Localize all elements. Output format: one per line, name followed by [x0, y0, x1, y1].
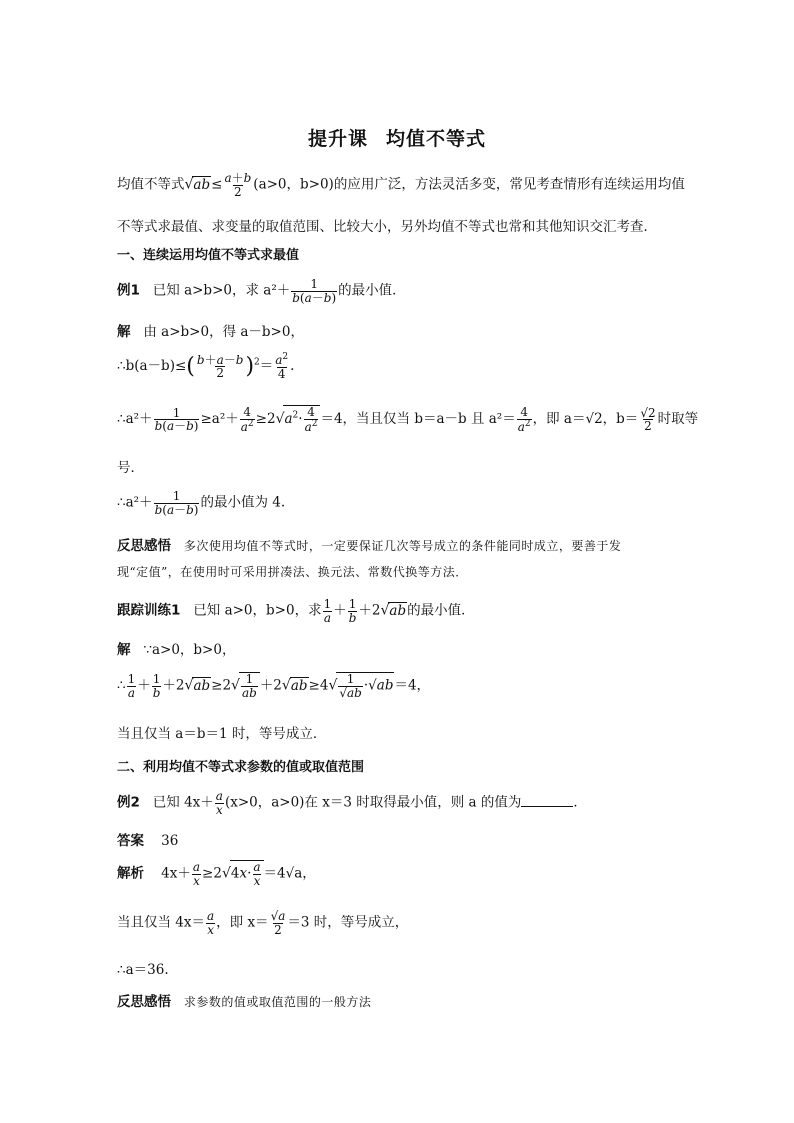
solution-1-step-3: ∴a²＋ $\frac{1}{b(a-b)}$ 的最小值为 4. — [117, 489, 286, 517]
training-1: 跟踪训练1 已知 a>0，b>0，求 $\frac{1}{a}$ ＋ $\frac{1}{b}$ ＋2√ab的最小值． — [117, 597, 475, 625]
answer-blank — [521, 794, 573, 807]
analysis-step-3: ∴a＝36. — [117, 962, 169, 978]
solution-1-step-2-cont: 号． — [117, 460, 144, 476]
section-heading-1: 一、连续运用均值不等式求最值 — [117, 248, 300, 263]
reflection-1-cont: 现“定值”，在使用时可采用拼凑法、换元法、常数代换等方法． — [117, 565, 468, 579]
analysis-step-2: 当且仅当 4x＝ $\frac{a}{x}$ ，即 x＝ $\frac{√a}{2}$ ＝3 时，等号成立， — [117, 909, 409, 937]
reflection-1: 反思感悟 多次使用均值不等式时，一定要保证几次等号成立的条件能同时成立，要善于发 — [117, 538, 622, 554]
solution-1-step-2: ∴a²＋ $\frac{1}{b(a-b)}$ ≥a²＋ $\frac{4}{a^2}$ $\ge 2√a^2\cdot$ $\frac{4}{a^2}$ ＝4，当且仅当 b＝a－b 且 a²＝ $\frac{4}{a^2}$ ，即 a＝√2，b＝ $\frac{√2}{2}$ 时取等 — [117, 405, 699, 434]
reflection-2: 反思感悟 求参数的值或取值范围的一般方法 — [117, 994, 372, 1010]
solution-2-step-2: 当且仅当 a＝b＝1 时，等号成立． — [117, 726, 327, 742]
intro-line-1: 均值不等式√ab≤ $\frac{a+b}{2}$ (a>0，b>0)的应用广泛，方法灵活多变，常见考查情形有连续运用均值 — [117, 171, 685, 199]
solution-1-line: 解 由 a>b>0，得 a－b>0， — [117, 324, 304, 340]
solution-1-step-1: ∴b(a－b)≤( $\frac{b+a-b}{2}$ )$^2$＝ $\frac{a^2}{4}$ . — [117, 352, 295, 381]
solution-2-line: 解 ∵a>0，b>0， — [117, 642, 236, 658]
section-heading-2: 二、利用均值不等式求参数的值或取值范围 — [117, 760, 365, 775]
intro-line-2: 不等式求最值、求变量的取值范围、比较大小，另外均值不等式也常和其他知识交汇考查． — [117, 219, 657, 235]
example-1: 例1 已知 a>b>0，求 a²＋ $\frac{1}{b(a-b)}$ 的最小值． — [117, 277, 406, 305]
analysis-step-1: 解析 4x＋ $\frac{a}{x}$ ≥2√4x· $\frac{a}{x}$ ＝4√a， — [117, 860, 316, 888]
page-title: 提升课 均值不等式 — [307, 128, 487, 150]
example-2: 例2 已知 4x＋ $\frac{a}{x}$ (x>0，a>0)在 x＝3 时取得最小值，则 a 的值为 ． — [117, 789, 587, 817]
answer: 答案 36 — [117, 833, 179, 849]
solution-2-step-1: ∴ $\frac{1}{a}$ ＋ $\frac{1}{b}$ ＋2√ab≥2√ $\frac{1}{ab}$ ＋2√ab≥4√ $\frac{1}{√ab}$ ·√ab＝4， — [117, 672, 431, 700]
